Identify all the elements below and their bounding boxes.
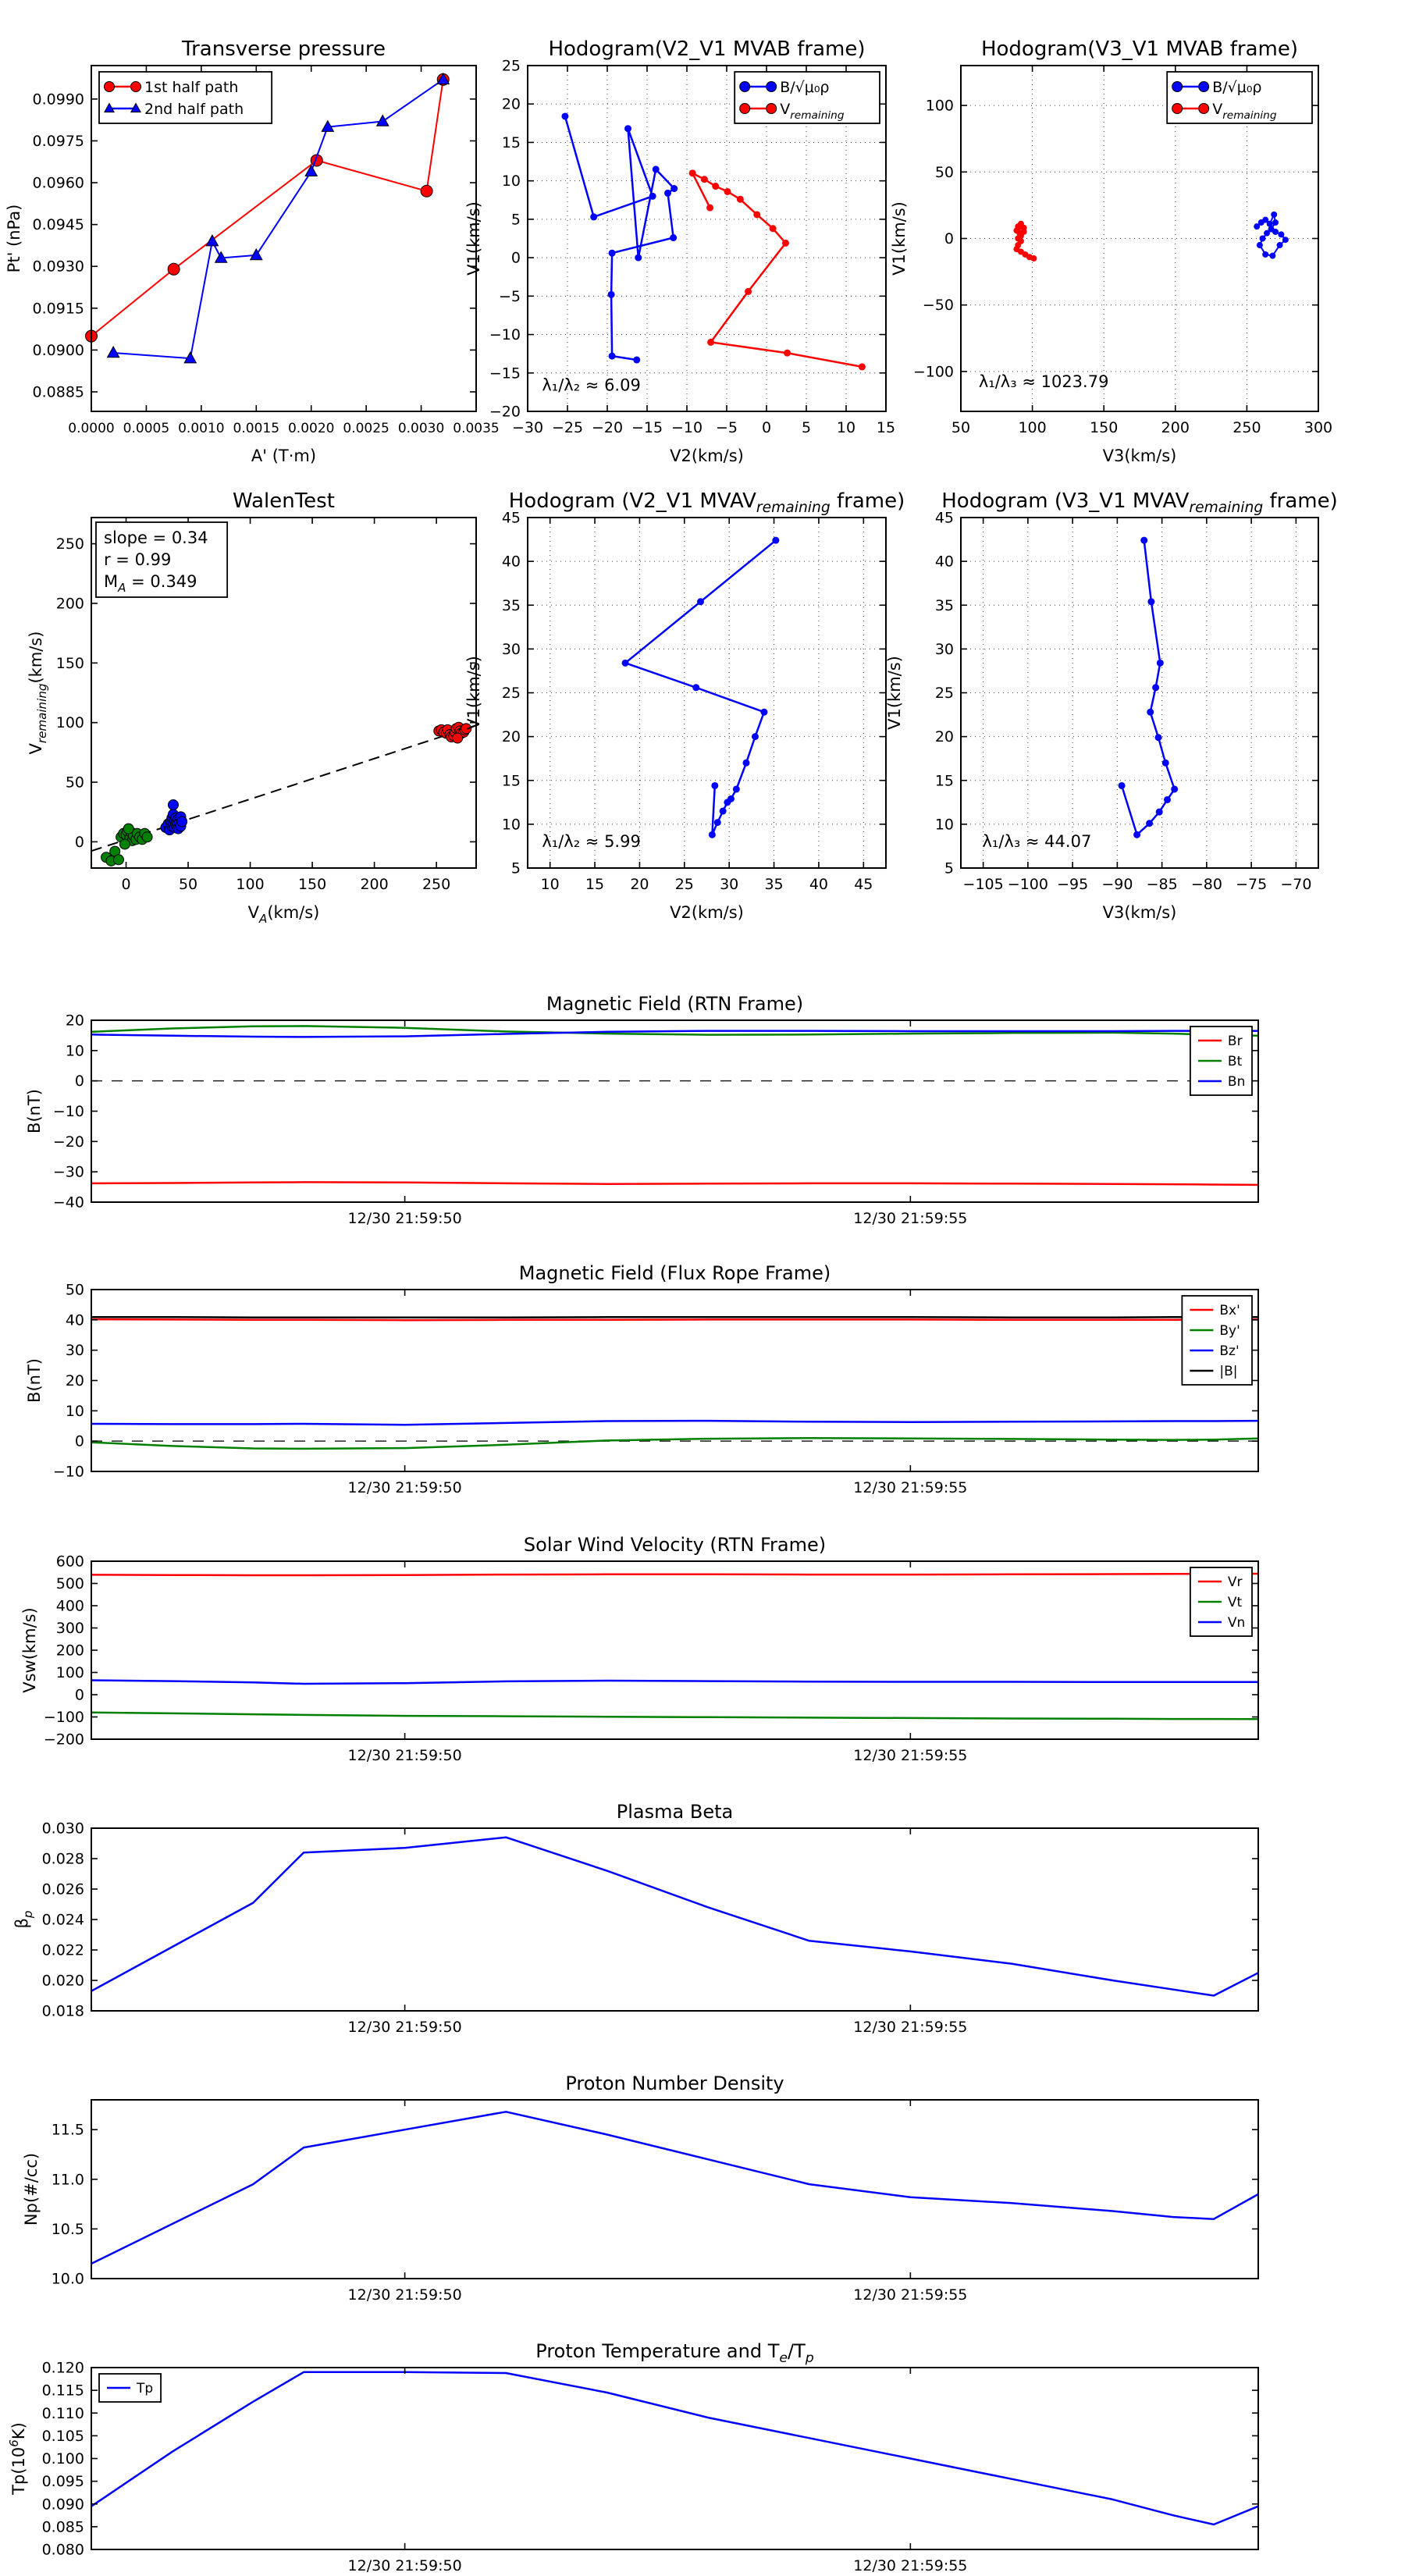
svg-text:30: 30 bbox=[501, 640, 521, 658]
svg-text:20: 20 bbox=[65, 1372, 84, 1389]
svg-text:By': By' bbox=[1219, 1323, 1240, 1340]
svg-text:45: 45 bbox=[501, 509, 521, 527]
svg-text:11.5: 11.5 bbox=[51, 2121, 84, 2139]
chart-proton-number-density bbox=[22, 2073, 1258, 2304]
svg-text:0.085: 0.085 bbox=[41, 2518, 84, 2536]
chart-hodogram-v2v1-mvab bbox=[464, 37, 895, 465]
svg-text:0.095: 0.095 bbox=[41, 2473, 84, 2491]
svg-text:0.020: 0.020 bbox=[41, 1972, 84, 1990]
svg-text:0: 0 bbox=[761, 419, 772, 436]
svg-text:5: 5 bbox=[944, 859, 954, 877]
svg-text:Tp(106K): $Tp(10^6K)$ bbox=[7, 2422, 28, 2495]
svg-text:0.0990: 0.0990 bbox=[32, 91, 84, 109]
svg-text:100: 100 bbox=[925, 97, 954, 115]
legend-proton-temperature bbox=[99, 2374, 161, 2402]
svg-text:−95: −95 bbox=[1057, 876, 1089, 893]
annotation-hodogram-v2v1-mvab: λ₁/λ₂ ≈ 6.09 bbox=[542, 375, 641, 395]
svg-text:5: 5 bbox=[510, 859, 521, 877]
svg-text:0: 0 bbox=[74, 1432, 84, 1450]
svg-text:10: 10 bbox=[65, 1042, 84, 1060]
svg-text:150: 150 bbox=[297, 876, 327, 893]
svg-text:0.026: 0.026 bbox=[41, 1880, 84, 1898]
svg-text:200: 200 bbox=[360, 876, 389, 893]
annotation-hodogram-v3v1-mvav: λ₁/λ₃ ≈ 44.07 bbox=[982, 832, 1092, 852]
legend-magnetic-field-flux-rope bbox=[1182, 1296, 1252, 1385]
svg-text:VA(km/s): $V_A(km/s)$ bbox=[247, 903, 320, 926]
svg-text:−10: −10 bbox=[52, 1463, 84, 1481]
svg-text:100: 100 bbox=[236, 876, 265, 893]
svg-text:−30: −30 bbox=[52, 1163, 84, 1181]
svg-text:35: 35 bbox=[934, 596, 954, 614]
svg-text:A' (T·m): A' (T·m) bbox=[251, 447, 317, 465]
svg-text:100: 100 bbox=[55, 1664, 84, 1681]
svg-text:Vremaining(km/s): $V_{remaining}(km/s)$ bbox=[27, 631, 49, 755]
svg-text:12/30 21:59:50: 12/30 21:59:50 bbox=[347, 2557, 462, 2574]
svg-text:10: 10 bbox=[540, 876, 560, 893]
svg-text:10: 10 bbox=[934, 816, 954, 834]
svg-text:2nd half path: 2nd half path bbox=[144, 100, 244, 118]
svg-text:Vn: Vn bbox=[1227, 1615, 1246, 1631]
svg-text:40: 40 bbox=[934, 553, 954, 571]
svg-text:20: 20 bbox=[630, 876, 649, 893]
svg-text:25: 25 bbox=[674, 876, 694, 893]
svg-text:0.0030: 0.0030 bbox=[397, 421, 445, 436]
svg-text:r = 0.99: r = 0.99 bbox=[104, 550, 172, 569]
svg-text:−25: −25 bbox=[551, 419, 584, 436]
title-walen-test: WalenTest bbox=[233, 489, 335, 513]
svg-text:0.120: 0.120 bbox=[41, 2359, 84, 2377]
svg-text:0.0010: 0.0010 bbox=[178, 421, 225, 436]
svg-text:−15: −15 bbox=[489, 365, 521, 382]
svg-text:300: 300 bbox=[1304, 419, 1333, 436]
svg-text:0: 0 bbox=[74, 1073, 84, 1091]
svg-text:|B|: |B| bbox=[1219, 1364, 1238, 1380]
annotation-hodogram-v2v1-mvav: λ₁/λ₂ ≈ 5.99 bbox=[542, 832, 641, 852]
svg-text:V1(km/s): V1(km/s) bbox=[464, 201, 483, 276]
svg-text:βp: $\beta_p$ bbox=[12, 1910, 35, 1929]
svg-text:−50: −50 bbox=[922, 297, 954, 315]
svg-text:10: 10 bbox=[65, 1402, 84, 1420]
svg-text:45: 45 bbox=[934, 509, 954, 527]
svg-text:12/30 21:59:55: 12/30 21:59:55 bbox=[853, 2557, 968, 2574]
svg-text:15: 15 bbox=[585, 876, 605, 893]
svg-text:12/30 21:59:55: 12/30 21:59:55 bbox=[853, 2286, 968, 2304]
svg-text:30: 30 bbox=[65, 1342, 84, 1360]
title-plasma-beta: Plasma Beta bbox=[616, 1801, 734, 1823]
svg-text:200: 200 bbox=[1161, 419, 1190, 436]
svg-text:0: 0 bbox=[510, 249, 521, 267]
svg-text:0.024: 0.024 bbox=[41, 1911, 84, 1929]
chart-hodogram-v3v1-mvab bbox=[890, 37, 1332, 465]
svg-text:0.090: 0.090 bbox=[41, 2496, 84, 2514]
svg-text:0.0960: 0.0960 bbox=[32, 174, 84, 192]
svg-text:Vremaining: $V_{remaining}$ bbox=[1212, 100, 1277, 122]
svg-text:50: 50 bbox=[178, 876, 198, 893]
title-magnetic-field-rtn: Magnetic Field (RTN Frame) bbox=[546, 993, 804, 1015]
svg-text:Tp: Tp bbox=[137, 2381, 154, 2397]
svg-text:−10: −10 bbox=[52, 1103, 84, 1120]
svg-text:45: 45 bbox=[854, 876, 873, 893]
svg-text:0.0025: 0.0025 bbox=[343, 421, 389, 436]
svg-text:slope = 0.34: slope = 0.34 bbox=[104, 528, 208, 547]
svg-text:Np(#/cc): Np(#/cc) bbox=[22, 2152, 41, 2226]
svg-text:−40: −40 bbox=[52, 1194, 84, 1212]
svg-text:35: 35 bbox=[501, 596, 521, 614]
svg-text:0: 0 bbox=[944, 230, 954, 247]
svg-text:V1(km/s): V1(km/s) bbox=[890, 201, 909, 276]
svg-text:Vremaining: $V_{remaining}$ bbox=[780, 100, 845, 122]
svg-text:50: 50 bbox=[951, 419, 971, 436]
svg-text:0: 0 bbox=[121, 876, 131, 893]
annotation-hodogram-v3v1-mvab: λ₁/λ₃ ≈ 1023.79 bbox=[978, 372, 1109, 391]
legend-hodogram-v2v1-mvab bbox=[735, 72, 880, 123]
svg-text:40: 40 bbox=[501, 553, 521, 571]
chart-walen-test bbox=[27, 489, 476, 926]
svg-text:50: 50 bbox=[65, 774, 84, 792]
title-proton-temperature: Proton Temperature and $T_e/T_p$ bbox=[535, 2340, 814, 2366]
legend-solar-wind-velocity bbox=[1190, 1567, 1252, 1636]
svg-text:−105: −105 bbox=[962, 876, 1004, 893]
title-solar-wind-velocity: Solar Wind Velocity (RTN Frame) bbox=[523, 1534, 827, 1556]
title-magnetic-field-flux-rope: Magnetic Field (Flux Rope Frame) bbox=[518, 1262, 831, 1284]
svg-text:0.115: 0.115 bbox=[41, 2382, 84, 2400]
svg-text:20: 20 bbox=[501, 728, 521, 746]
svg-text:V1(km/s): V1(km/s) bbox=[885, 656, 904, 730]
svg-text:400: 400 bbox=[55, 1597, 84, 1615]
svg-text:V2(km/s): V2(km/s) bbox=[670, 447, 744, 465]
svg-text:150: 150 bbox=[55, 654, 84, 672]
chart-hodogram-v3v1-mvav bbox=[885, 489, 1338, 922]
svg-text:Bx': Bx' bbox=[1219, 1303, 1240, 1319]
title-proton-number-density: Proton Number Density bbox=[565, 2073, 784, 2094]
svg-text:100: 100 bbox=[55, 714, 84, 732]
svg-text:100: 100 bbox=[1018, 419, 1047, 436]
svg-text:0.0020: 0.0020 bbox=[287, 421, 335, 436]
svg-text:−100: −100 bbox=[912, 363, 954, 381]
svg-text:−20: −20 bbox=[52, 1133, 84, 1151]
svg-text:B(nT): B(nT) bbox=[25, 1358, 44, 1403]
svg-text:200: 200 bbox=[55, 1642, 84, 1660]
svg-text:250: 250 bbox=[1232, 419, 1261, 436]
svg-text:250: 250 bbox=[55, 535, 84, 553]
title-hodogram-v3v1-mvab: Hodogram(V3_V1 MVAB frame) bbox=[980, 37, 1299, 61]
svg-text:15: 15 bbox=[501, 772, 521, 790]
stats-box-walen-test bbox=[96, 522, 227, 597]
svg-text:12/30 21:59:55: 12/30 21:59:55 bbox=[853, 1479, 968, 1496]
svg-text:0.028: 0.028 bbox=[41, 1850, 84, 1868]
svg-text:0.018: 0.018 bbox=[41, 2002, 84, 2020]
svg-text:10: 10 bbox=[501, 173, 521, 190]
svg-text:30: 30 bbox=[934, 640, 954, 658]
svg-text:0.0900: 0.0900 bbox=[32, 341, 84, 359]
svg-text:−10: −10 bbox=[670, 419, 703, 436]
svg-text:−75: −75 bbox=[1236, 876, 1268, 893]
svg-text:0.105: 0.105 bbox=[41, 2427, 84, 2445]
svg-text:10: 10 bbox=[836, 419, 856, 436]
svg-text:300: 300 bbox=[55, 1620, 84, 1637]
title-hodogram-v3v1-mvav: Hodogram (V3_V1 $MVAV_{remaining}$ frame) bbox=[941, 489, 1338, 516]
svg-text:Pt' (nPa): Pt' (nPa) bbox=[5, 204, 23, 273]
svg-text:−15: −15 bbox=[631, 419, 663, 436]
svg-text:20: 20 bbox=[501, 95, 521, 113]
svg-text:12/30 21:59:50: 12/30 21:59:50 bbox=[347, 1210, 462, 1227]
svg-text:11.0: 11.0 bbox=[51, 2171, 84, 2189]
svg-text:0.0015: 0.0015 bbox=[233, 421, 280, 436]
svg-text:B/√μ₀ρ: B/√μ₀ρ bbox=[1212, 78, 1262, 96]
chart-proton-temperature bbox=[7, 2340, 1258, 2574]
svg-text:−90: −90 bbox=[1101, 876, 1133, 893]
svg-text:5: 5 bbox=[801, 419, 812, 436]
svg-text:−30: −30 bbox=[511, 419, 544, 436]
svg-text:0: 0 bbox=[74, 833, 84, 851]
title-hodogram-v2v1-mvab: Hodogram(V2_V1 MVAB frame) bbox=[548, 37, 866, 61]
svg-text:30: 30 bbox=[720, 876, 739, 893]
svg-text:40: 40 bbox=[809, 876, 829, 893]
svg-text:0.080: 0.080 bbox=[41, 2541, 84, 2559]
svg-text:Vsw(km/s): Vsw(km/s) bbox=[20, 1607, 39, 1693]
svg-text:B/√μ₀ρ: B/√μ₀ρ bbox=[780, 78, 830, 96]
chart-hodogram-v2v1-mvav bbox=[464, 489, 905, 922]
svg-text:10.0: 10.0 bbox=[51, 2270, 84, 2288]
svg-text:12/30 21:59:50: 12/30 21:59:50 bbox=[347, 2019, 462, 2036]
svg-text:−5: −5 bbox=[715, 419, 738, 436]
svg-text:5: 5 bbox=[510, 211, 521, 229]
svg-text:20: 20 bbox=[65, 1012, 84, 1030]
svg-text:25: 25 bbox=[934, 685, 954, 702]
svg-text:0.0945: 0.0945 bbox=[32, 216, 84, 234]
svg-text:−70: −70 bbox=[1280, 876, 1312, 893]
svg-text:12/30 21:59:55: 12/30 21:59:55 bbox=[853, 2019, 968, 2036]
svg-text:20: 20 bbox=[934, 728, 954, 746]
svg-text:0.030: 0.030 bbox=[41, 1820, 84, 1838]
svg-text:12/30 21:59:50: 12/30 21:59:50 bbox=[347, 1747, 462, 1764]
svg-text:200: 200 bbox=[55, 595, 84, 613]
svg-text:−85: −85 bbox=[1146, 876, 1178, 893]
chart-solar-wind-velocity bbox=[20, 1534, 1258, 1764]
svg-text:V3(km/s): V3(km/s) bbox=[1102, 903, 1177, 922]
svg-text:50: 50 bbox=[65, 1281, 84, 1299]
svg-text:250: 250 bbox=[422, 876, 451, 893]
svg-text:10: 10 bbox=[501, 816, 521, 834]
svg-text:1st half path: 1st half path bbox=[144, 78, 239, 96]
svg-text:−20: −20 bbox=[591, 419, 624, 436]
title-hodogram-v2v1-mvav: Hodogram (V2_V1 $MVAV_{remaining}$ frame) bbox=[508, 489, 905, 516]
svg-text:40: 40 bbox=[65, 1311, 84, 1329]
svg-text:V1(km/s): V1(km/s) bbox=[464, 656, 483, 730]
svg-text:Vr: Vr bbox=[1227, 1574, 1243, 1591]
svg-text:Bn: Bn bbox=[1227, 1074, 1246, 1091]
svg-text:Vt: Vt bbox=[1227, 1595, 1243, 1611]
svg-text:−20: −20 bbox=[489, 403, 521, 421]
svg-text:0.0915: 0.0915 bbox=[32, 300, 84, 318]
svg-text:−5: −5 bbox=[498, 287, 521, 305]
svg-text:0.0005: 0.0005 bbox=[123, 421, 170, 436]
svg-text:0: 0 bbox=[74, 1686, 84, 1704]
svg-text:0.100: 0.100 bbox=[41, 2450, 84, 2467]
svg-text:0.022: 0.022 bbox=[41, 1941, 84, 1959]
svg-text:15: 15 bbox=[934, 772, 954, 790]
svg-text:Bz': Bz' bbox=[1219, 1343, 1240, 1360]
legend-magnetic-field-rtn bbox=[1190, 1026, 1252, 1095]
legend-hodogram-v3v1-mvab bbox=[1167, 72, 1312, 123]
svg-text:35: 35 bbox=[764, 876, 784, 893]
svg-text:10.5: 10.5 bbox=[51, 2220, 84, 2238]
title-transverse-pressure: Transverse pressure bbox=[182, 37, 386, 61]
svg-text:0.110: 0.110 bbox=[41, 2404, 84, 2422]
svg-text:15: 15 bbox=[876, 419, 896, 436]
svg-text:50: 50 bbox=[934, 163, 954, 181]
svg-text:25: 25 bbox=[501, 57, 521, 75]
svg-text:15: 15 bbox=[501, 133, 521, 151]
svg-text:−100: −100 bbox=[1007, 876, 1048, 893]
svg-text:B(nT): B(nT) bbox=[25, 1089, 44, 1133]
svg-text:0.0930: 0.0930 bbox=[32, 258, 84, 276]
chart-magnetic-field-flux-rope bbox=[25, 1262, 1258, 1496]
svg-text:12/30 21:59:50: 12/30 21:59:50 bbox=[347, 2286, 462, 2304]
svg-text:−200: −200 bbox=[43, 1731, 84, 1749]
svg-text:0.0000: 0.0000 bbox=[68, 421, 115, 436]
chart-magnetic-field-rtn bbox=[25, 993, 1258, 1227]
svg-text:12/30 21:59:50: 12/30 21:59:50 bbox=[347, 1479, 462, 1496]
svg-text:V2(km/s): V2(km/s) bbox=[670, 903, 744, 922]
svg-text:V3(km/s): V3(km/s) bbox=[1102, 447, 1177, 465]
svg-text:12/30 21:59:55: 12/30 21:59:55 bbox=[853, 1747, 968, 1764]
svg-text:0.0035: 0.0035 bbox=[453, 421, 500, 436]
svg-text:Br: Br bbox=[1227, 1034, 1243, 1050]
svg-text:0.0975: 0.0975 bbox=[32, 132, 84, 150]
svg-text:25: 25 bbox=[501, 685, 521, 702]
svg-text:600: 600 bbox=[55, 1553, 84, 1571]
svg-text:0.0885: 0.0885 bbox=[32, 383, 84, 401]
svg-text:−10: −10 bbox=[489, 326, 521, 344]
svg-text:150: 150 bbox=[1090, 419, 1119, 436]
chart-plasma-beta bbox=[12, 1801, 1258, 2036]
svg-text:−80: −80 bbox=[1190, 876, 1222, 893]
svg-text:MA = 0.349: $M_A = 0.349$ bbox=[104, 571, 197, 595]
svg-text:12/30 21:59:55: 12/30 21:59:55 bbox=[853, 1210, 968, 1227]
svg-text:500: 500 bbox=[55, 1575, 84, 1592]
svg-text:−100: −100 bbox=[43, 1709, 84, 1726]
svg-text:Bt: Bt bbox=[1227, 1054, 1243, 1070]
chart-transverse-pressure bbox=[5, 37, 500, 465]
legend-transverse-pressure bbox=[99, 72, 272, 123]
